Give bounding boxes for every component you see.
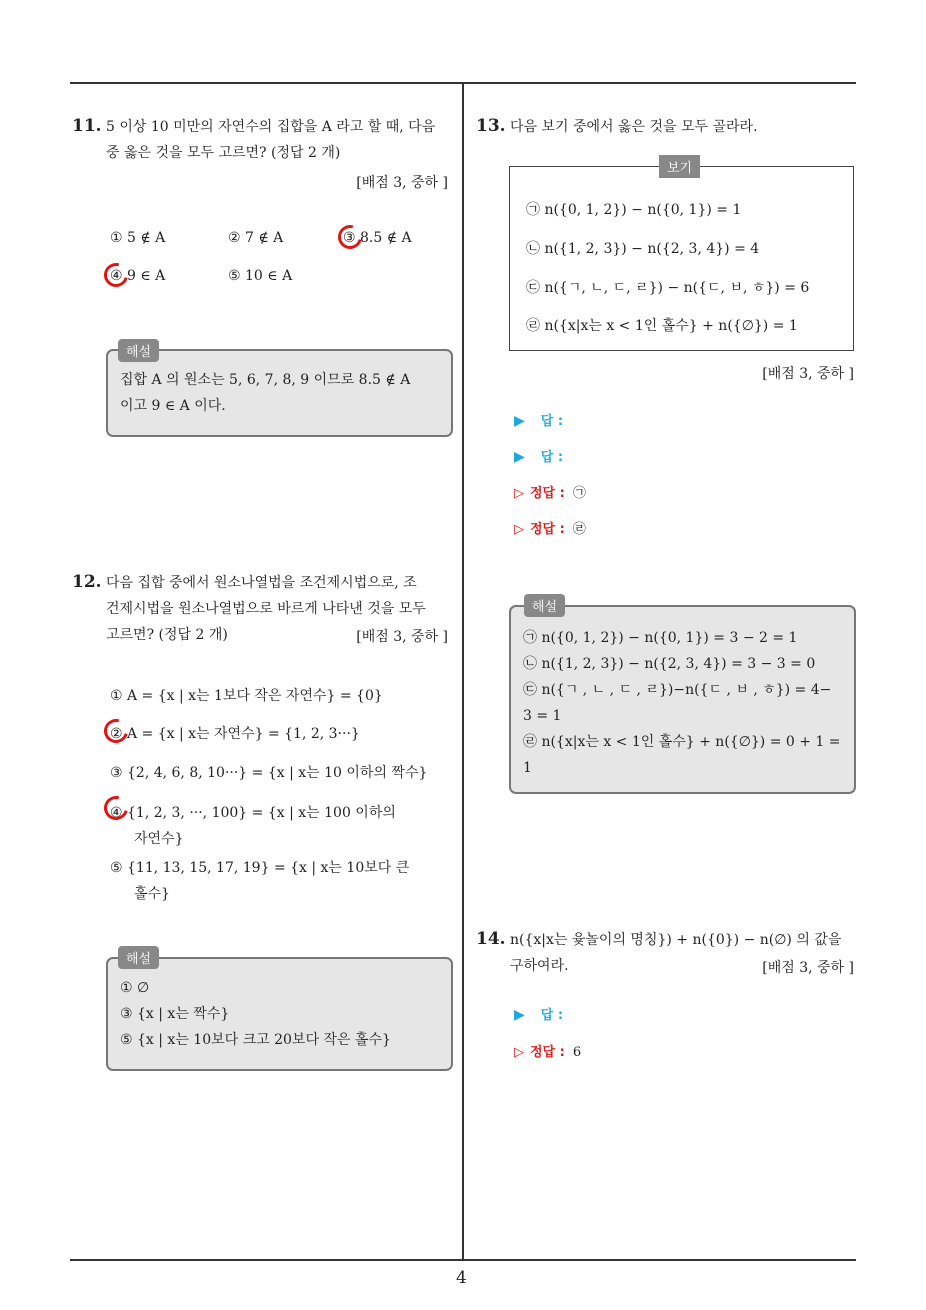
choice-3[interactable]: ③ 8.5 ∉ A bbox=[343, 230, 412, 246]
example-box bbox=[509, 166, 854, 351]
explanation-line: ㉢ n({ㄱ , ㄴ , ㄷ , ㄹ})−n({ㄷ , ㅂ , ㅎ}) = 4− bbox=[523, 682, 832, 698]
correct-label: 정답 : bbox=[530, 522, 565, 537]
answer-row[interactable] bbox=[514, 410, 563, 429]
answer-row[interactable] bbox=[514, 446, 563, 465]
score-label: [배점 3, 중하 ] bbox=[356, 629, 448, 645]
question-number: 13. bbox=[476, 116, 506, 136]
correct-value: 6 bbox=[572, 1045, 582, 1060]
question-text bbox=[106, 114, 456, 166]
play-icon: ▶ bbox=[514, 449, 525, 465]
answer-label: 답 : bbox=[540, 450, 564, 465]
choice-5-line: 홀수} bbox=[134, 886, 170, 902]
play-icon: ▶ bbox=[514, 1007, 525, 1023]
answer-label: 답 : bbox=[540, 1008, 564, 1023]
column-divider bbox=[462, 82, 464, 1260]
explanation-line: ㉠ n({0, 1, 2}) − n({0, 1}) = 3 − 2 = 1 bbox=[523, 630, 798, 646]
correct-value: ㉣ bbox=[572, 522, 586, 537]
play-outline-icon: ▷ bbox=[514, 522, 524, 537]
explanation-line: ㉣ n({x|x는 x < 1인 홀수} + n({∅}) = 0 + 1 = bbox=[523, 734, 841, 750]
correct-answer-row bbox=[514, 1041, 581, 1060]
question-number: 12. bbox=[72, 572, 102, 592]
choice-5[interactable]: ⑤ 10 ∈ A bbox=[228, 268, 293, 284]
explanation-box bbox=[106, 349, 453, 437]
explanation-line: 이고 9 ∈ A 이다. bbox=[120, 398, 226, 414]
explanation-line: ① ∅ bbox=[120, 980, 150, 996]
question-text-line: n({x|x는 윷놀이의 명칭}) + n({0}) − n(∅) 의 값을 bbox=[510, 932, 842, 948]
question-text-line: 다음 집합 중에서 원소나열법을 조건제시법으로, 조 bbox=[106, 575, 417, 591]
question-text-line: 5 이상 10 미만의 자연수의 집합을 A 라고 할 때, 다음 bbox=[106, 119, 436, 135]
page-number: 4 bbox=[456, 1268, 467, 1288]
answer-row[interactable] bbox=[514, 1004, 563, 1023]
question-text-line: 구하여라. bbox=[510, 958, 569, 974]
choice-4-line: 자연수} bbox=[134, 831, 184, 847]
choice-4-line: ④ {1, 2, 3, ···, 100} = {x | x는 100 이하의 bbox=[110, 805, 396, 821]
explanation-tag: 해설 bbox=[118, 339, 159, 362]
choice-4[interactable] bbox=[110, 800, 396, 852]
explanation-line: ⑤ {x | x는 10보다 크고 20보다 작은 홀수} bbox=[120, 1032, 391, 1048]
question-number: 11. bbox=[72, 116, 102, 136]
play-icon: ▶ bbox=[514, 413, 525, 429]
play-outline-icon: ▷ bbox=[514, 1045, 524, 1060]
explanation-body bbox=[120, 975, 445, 1053]
explanation-line: ㉡ n({1, 2, 3}) − n({2, 3, 4}) = 3 − 3 = 0 bbox=[523, 656, 816, 672]
explanation-line: 집합 A 의 원소는 5, 6, 7, 8, 9 이므로 8.5 ∉ A bbox=[120, 372, 411, 388]
score-label: [배점 3, 중하 ] bbox=[762, 960, 854, 976]
example-line: ㉡ n({1, 2, 3}) − n({2, 3, 4}) = 4 bbox=[526, 241, 760, 257]
score-label: [배점 3, 중하 ] bbox=[356, 175, 448, 191]
explanation-box bbox=[106, 957, 453, 1071]
correct-label: 정답 : bbox=[530, 486, 565, 501]
explanation-line: ③ {x | x는 짝수} bbox=[120, 1006, 230, 1022]
example-line: ㉢ n({ㄱ, ㄴ, ㄷ, ㄹ}) − n({ㄷ, ㅂ, ㅎ}) = 6 bbox=[526, 280, 810, 296]
explanation-line: 1 bbox=[523, 760, 532, 776]
question-text-line: 중 옳은 것을 모두 고르면? (정답 2 개) bbox=[106, 145, 341, 161]
explanation-tag: 해설 bbox=[524, 594, 565, 617]
explanation-tag: 해설 bbox=[118, 946, 159, 969]
choice-5-line: ⑤ {11, 13, 15, 17, 19} = {x | x는 10보다 큰 bbox=[110, 860, 410, 876]
explanation-body bbox=[523, 625, 850, 781]
correct-label: 정답 : bbox=[530, 1045, 565, 1060]
choice-2[interactable]: ② 7 ∉ A bbox=[228, 230, 284, 246]
choice-5[interactable] bbox=[110, 855, 409, 907]
selected-mark-circle bbox=[100, 259, 133, 292]
correct-answer-row bbox=[514, 482, 586, 501]
question-text-line: 건제시법을 원소나열법으로 바르게 나타낸 것을 모두 bbox=[106, 601, 426, 617]
question-number: 14. bbox=[476, 929, 506, 949]
selected-mark-circle bbox=[334, 221, 367, 254]
question-text-line: 고르면? (정답 2 개) bbox=[106, 627, 228, 643]
explanation-body bbox=[120, 367, 445, 419]
question-text: 다음 보기 중에서 옳은 것을 모두 골라라. bbox=[510, 119, 758, 135]
choice-3[interactable]: ③ {2, 4, 6, 8, 10···} = {x | x는 10 이하의 짝수} bbox=[110, 765, 428, 781]
bottom-rule bbox=[70, 1259, 856, 1261]
score-label: [배점 3, 중하 ] bbox=[762, 366, 854, 382]
explanation-line: 3 = 1 bbox=[523, 708, 562, 724]
choice-1[interactable]: ① A = {x | x는 1보다 작은 자연수} = {0} bbox=[110, 688, 383, 704]
choice-1[interactable]: ① 5 ∉ A bbox=[110, 230, 166, 246]
explanation-box bbox=[509, 605, 856, 794]
example-line: ㉠ n({0, 1, 2}) − n({0, 1}) = 1 bbox=[526, 202, 742, 218]
choice-4[interactable]: ④ 9 ∈ A bbox=[110, 268, 166, 284]
choice-2[interactable]: ② A = {x | x는 자연수} = {1, 2, 3···} bbox=[110, 726, 360, 742]
correct-value: ㉠ bbox=[572, 486, 586, 501]
example-tag: 보기 bbox=[659, 155, 700, 178]
play-outline-icon: ▷ bbox=[514, 486, 524, 501]
correct-answer-row bbox=[514, 518, 586, 537]
answer-label: 답 : bbox=[540, 414, 564, 429]
example-line: ㉣ n({x|x는 x < 1인 홀수} + n({∅}) = 1 bbox=[526, 318, 798, 334]
